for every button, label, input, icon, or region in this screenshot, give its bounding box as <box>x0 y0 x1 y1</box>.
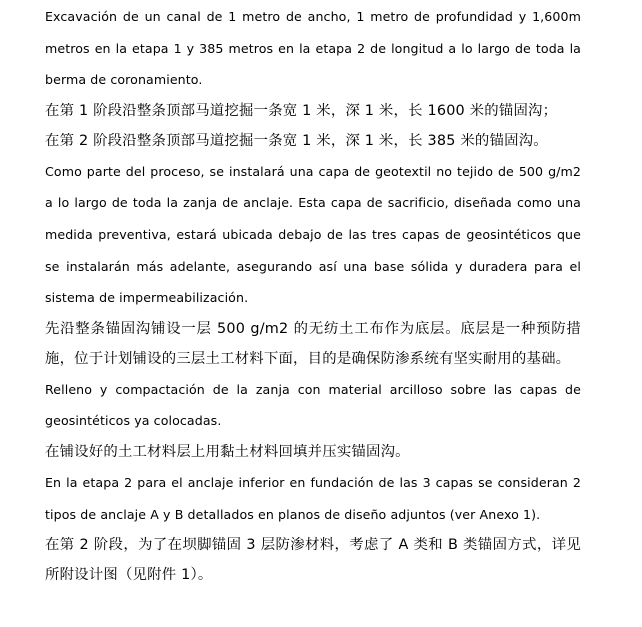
paragraph-es-anchor-types: En la etapa 2 para el anclaje inferior en fundación de las 3 capas se consideran 2 tipos de anclaje A y B detallados en planos de diseño adjuntos (ver Anexo 1). <box>45 474 581 522</box>
paragraph-zh-line-stage-2: 在第 2 阶段沿整条顶部马道挖掘一条宽 1 米，深 1 米，长 385 米的锚固沟。 <box>45 132 548 149</box>
document-body <box>45 0 581 590</box>
paragraph-zh-canal-excavation <box>45 96 581 156</box>
paragraph-zh-geotextile-layer: 先沿整条锚固沟铺设一层 500 g/m2 的无纺土工布作为底层。底层是一种预防措施，位于计划铺设的三层土工材料下面，目的是确保防渗系统有坚实耐用的基础。 <box>45 320 581 367</box>
paragraph-zh-line-stage-1: 在第 1 阶段沿整条顶部马道挖掘一条宽 1 米，深 1 米，长 1600 米的锚固沟； <box>45 102 558 119</box>
paragraph-es-backfill: Relleno y compactación de la zanja con material arcilloso sobre las capas de geosintéticos ya colocadas. <box>45 381 581 429</box>
paragraph-es-canal-excavation: Excavación de un canal de 1 metro de ancho, 1 metro de profundidad y 1,600m metros en la etapa 1 y 385 metros en la etapa 2 de longitud a lo largo de toda la berma de coronamiento. <box>45 9 581 88</box>
paragraph-es-geotextile-layer: Como parte del proceso, se instalará una capa de geotextil no tejido de 500 g/m2 a lo largo de toda la zanja de anclaje. Esta capa de sacrificio, diseñada como una medida preventiva, estará ubicada debajo de las tres capas de geosintéticos que se instalarán más adelante, asegurando así una base sólida y duradera para el sistema de impermeabilización. <box>45 163 581 306</box>
paragraph-zh-anchor-types: 在第 2 阶段，为了在坝脚锚固 3 层防渗材料，考虑了 A 类和 B 类锚固方式，详见所附设计图（见附件 1）。 <box>45 537 581 584</box>
paragraph-zh-backfill: 在铺设好的土工材料层上用黏土材料回填并压实锚固沟。 <box>45 443 410 460</box>
